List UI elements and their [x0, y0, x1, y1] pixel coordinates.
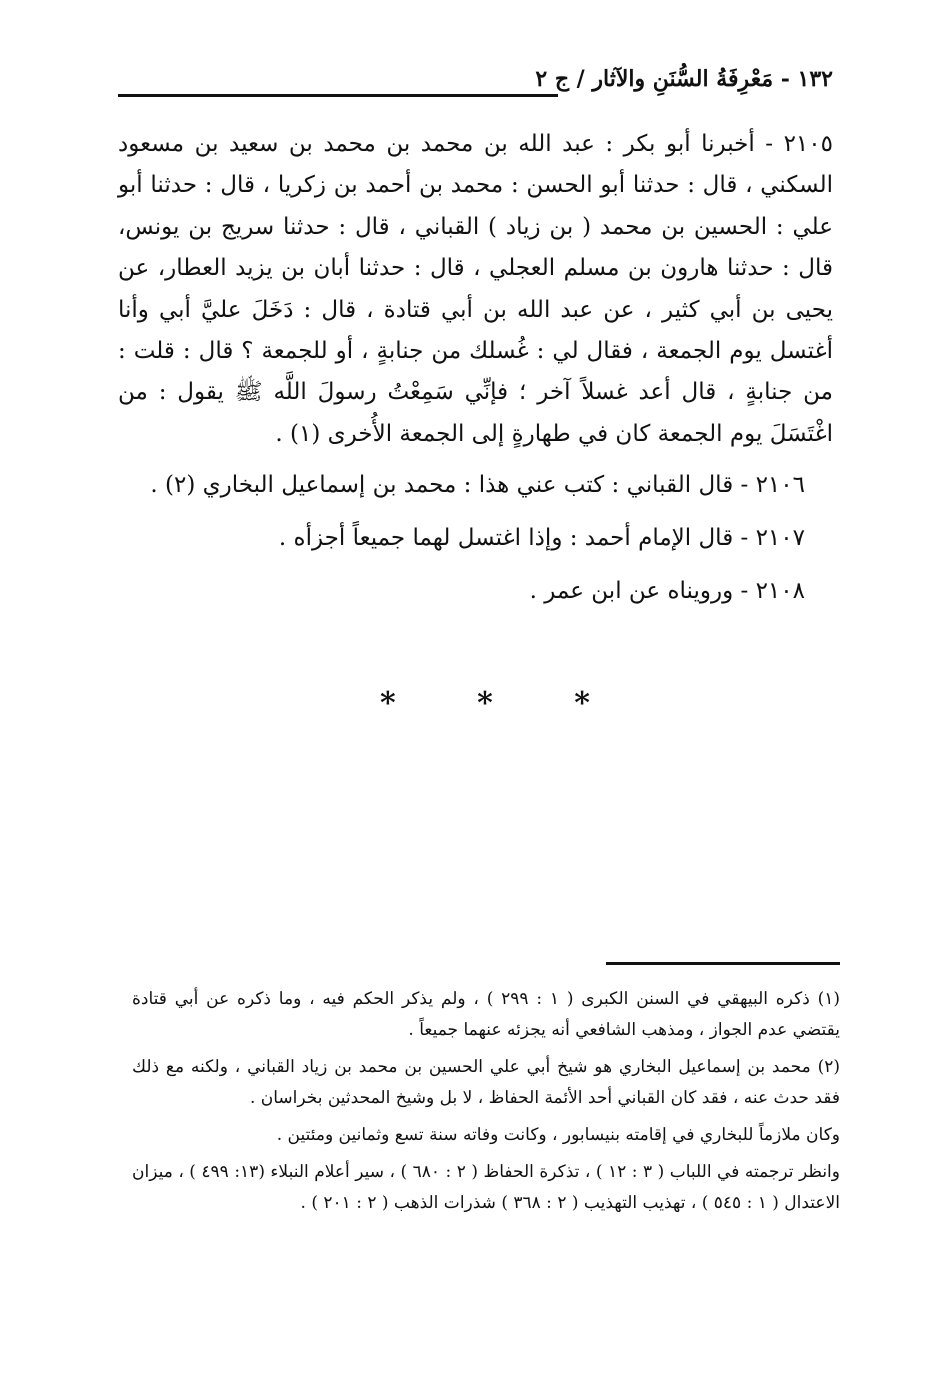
- header-rule: [118, 94, 558, 97]
- footnote-rule: [606, 962, 840, 965]
- page-header: [118, 62, 833, 106]
- hadith-2106: ٢١٠٦ - قال القباني : كتب عني هذا : محمد بن إسماعيل البخاري (٢) .: [150, 472, 805, 499]
- hadith-2105: ٢١٠٥ - أخبرنا أبو بكر : عبد الله بن محمد بن محمد بن سعيد بن مسعود السكني ، قال : حدثنا أبو الحسن : محمد بن أحمد بن زكريا ، قال : حدثنا أبو علي : الحسين بن محمد ( بن زياد ) القباني ، قال : حدثنا سريج بن يونس، قال : حدثنا هارون بن مسلم العجلي ، قال : حدثنا أبان بن يزيد العطار، عن يحيى بن أبي كثير ، عن عبد الله بن أبي قتادة ، قال : دَخَلَ عليَّ أبي وأنا أغتسل يوم الجمعة ، فقال لي : غُسلك من جنابةٍ ، أو للجمعة ؟ قال : قلت : من جنابةٍ ، قال أعد غسلاً آخر ؛ فإنِّي سَمِعْتُ رسولَ اللَّه ﷺ يقول : من اغْتَسَلَ يوم الجمعة كان في طهارةٍ إلى الجمعة الأُخرى (١) .: [118, 131, 833, 447]
- main-text: [118, 124, 833, 624]
- footnote-1: (١) ذكره البيهقي في السنن الكبرى ( ١ : ٢٩٩ ) ، ولم يذكر الحكم فيه ، وما ذكره عن أبي قتادة يقتضي عدم الجواز ، ومذهب الشافعي أنه يجزئه عنهما جميعاً .: [132, 989, 840, 1040]
- hadith-2107: ٢١٠٧ - قال الإمام أحمد : وإذا اغتسل لهما جميعاً أجزأه .: [278, 525, 805, 552]
- hadith-2108: ٢١٠٨ - ورويناه عن ابن عمر .: [529, 578, 805, 605]
- footnote-2: (٢) محمد بن إسماعيل البخاري هو شيخ أبي علي الحسين بن محمد بن زياد القباني ، ولكنه مع ذلك فقد حدث عنه ، فقد كان القباني أحد الأئمة الحفاظ ، لا بل وشيخ المحدثين بخراسان .: [132, 1057, 840, 1108]
- footnote-2-continued: وكان ملازماً للبخاري في إقامته بنيسابور ، وكانت وفاته سنة تسع وثمانين ومئتين .: [276, 1125, 840, 1145]
- footnotes: [132, 984, 840, 1225]
- footnote-2-references: وانظر ترجمته في اللباب ( ٣ : ١٢ ) ، تذكرة الحفاظ ( ٢ : ٦٨٠ ) ، سير أعلام النبلاء (١٣: ٤٩٩ ) ، ميزان الاعتدال ( ١ : ٥٤٥ ) ، تهذيب التهذيب ( ٢ : ٣٦٨ ) شذرات الذهب ( ٢ : ٢٠١ ) .: [132, 1162, 840, 1213]
- separator-star: *: [477, 686, 493, 721]
- separator-star: *: [574, 686, 590, 721]
- section-separator: [380, 688, 590, 720]
- separator-star: *: [380, 686, 396, 721]
- running-head-title: ١٣٢ - مَعْرِفَةُ السُّنَنِ والآثار / ج ٢: [535, 66, 833, 92]
